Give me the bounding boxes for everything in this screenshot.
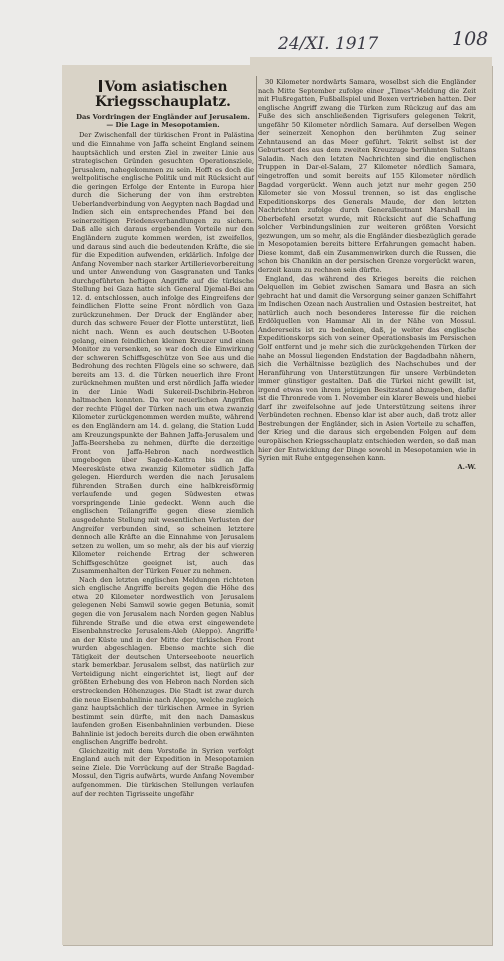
article-paragraph: 30 Kilometer nordwärts Samara, woselbst sich die Engländer nach Mitte September zufolge einer „Times“-Meldung die Zeit mit Flußregatten, Fußballspiel und Boxen vertrieben hatten. Der englische Angriff zwang die Türken zum Rückzug auf das am Fuße des sich anschließenden Tigrisufers gelegenen Tekrit, ungefähr 50 Kilometer nördlich Samara. Auf derselben Wegen der seinerzeit Xenophon den berühmten Zug seiner Zehntausend an das Meer geführt. Tekrit selbst ist der Geburtsort des aus dem zweiten Kreuzzuge berühmten Sultans Saladin. Nach den letzten Nachrichten sind die englischen Truppen in Dar-el-Salam, 27 Kilometer nördlich Samara, eingetroffen und somit bereits auf 155 Kilometer nördlich Bagdad vorgerückt. Wenn auch jetzt nur mehr gegen 250 Kilometer sie von Mossul trennen, so ist das englische Expeditionskorps des Generals Maude, der den letzten Nachrichten zufolge durch Generalleutnant Marshall im Oberbefehl ersetzt wurde, mit Rücksicht auf die Schaffung solcher Verbindungslinien zur weiteren größten Vorsicht gezwungen, um so mehr, als die Engländer diesbezüglich gerade in Mesopotamien bereits bittere Erfahrungen gemacht haben. Diese kommt, daß ein Zusammenwirken durch die Russen, die schon bis Chanikin an der persischen Grenze vorgerückt waren, derzeit kaum zu rechnen sein dürfte. [258,78,476,275]
article-paragraph: Gleichzeitig mit dem Vorstoße in Syrien verfolgt England auch mit der Expedition in Mesopotamien seine Ziele. Die Vorrückung auf der Straße Bagdad-Mossul, den Tigris aufwärts, wurde Anfang November aufgenommen. Die türkischen Stellungen verlaufen auf der rechten Tigrisseite ungefähr [72,746,254,798]
author-signature: A.-W. [457,462,476,471]
article-subheading: Das Vordringen der Engländer auf Jerusalem. — Die Lage in Mesopotamien. [76,113,250,130]
column-divider [256,76,257,631]
article-paragraph: Der Zwischenfall der türkischen Front in Palästina und die Einnahme von Jaffa scheint England seinem hauptsächlich und ersten Ziel in zweiter Linie aus strategischen Gründen gesuchten Operationsziele, Jerusalem, nahegekommen zu sein. Hofft es doch die weltpolitische englische Politik und mit Rücksicht auf die geringen Erfolge der Entente in Europa hier durch die Sicherung der von ihm erstrebten Ueberlandverbindung von Aegypten nach Bagdad und Indien sich ein entsprechendes Pfand bei den seinerzeitigen Friedensverhandlungen zu sichern. Daß alle sich daraus ergebenden Vorteile nur den Engländern zugute kommen werden, ist zweifellos, und daraus sind auch die bedeutenden Kräfte, die sie für die Expedition aufwenden, erklärlich. Infolge der Anfang November nach starker Artillerievorbereitung und unter Anwendung von Gasgranaten und Tanks durchgeführten heftigen Angriffe auf die türkische Stellung bei Gaza hatte sich General Djemal-Bei am 12. d. entschlossen, auch infolge des Eingreifens der feindlichen Flotte seine Front nördlich von Gaza zurückzunehmen. Der Druck der Engländer aber, durch das schwere Feuer der Flotte unterstützt, ließ nicht nach. Wenn es auch deutschen U-Booten gelang, einen feindlichen kleinen Kreuzer und einen Monitor zu versenken, so war doch die Einwirkung der schweren Schiffsgeschütze von See aus und die Bedrohung des rechten Flügels eine so schwere, daß bereits am 13. d. die Türken neuerlich ihre Front zurücknehmen mußten und erst nördlich Jaffa wieder in der Linie Wadi Sukereil-Dschibrin-Hebron haltmachen konnten. Da vor neuerlichen Angriffen der rechte Flügel der Türken nach um etwa zwanzig Kilometer zurückgenommen werden mußte, während es den Engländern am 14. d. gelang, die Station Ludd am Kreuzungspunkte der Bahnen Jaffa-Jerusalem und Jaffa-Beersheba zu nehmen, dürfte die derzeitige Front von Jaffa-Hebron nach nordwestlich umgebogen über Sagede-Kattra bis an die Meeresküste etwa zwanzig Kilometer südlich Jaffa gelegen. Hierdurch werden die nach Jerusalem führenden Straßen durch eine halbkreisförmig verlaufende und gegen Südwesten etwas vorspringende Linie gedeckt. Wenn auch die englischen Teilangriffe gegen diese ziemlich ausgedehnte Stellung mit wesentlichen Verlusten der Angreifer verbunden sind, so scheinen letztere dennoch alle Kräfte an die Einnahme von Jerusalem setzen zu wollen, um so mehr, als der bis auf vierzig Kilometer reichende Ertrag der schweren Schiffsgeschütze geeignet ist, auch das Zusammenhalten der Türken Feuer zu nehmen. [72,131,254,576]
handwritten-date: 24/XI. 1917 [278,34,379,54]
article-paragraph: England, das während des Krieges bereits die reichen Oelquellen im Gebiet zwischen Samara und Basra an sich gebracht hat und damit die Versorgung seiner ganzen Schiffahrt im Indischen Ozean nach Australien und Ostasien bestreitet, hat natürlich auch noch besonderes Interesse für die reichen Erdölquellen von Hammar Ali in der Nähe von Mossul. Andererseits ist zu bedenken, daß, je weiter das englische Expeditionskorps sich von seiner Operationsbasis im Persischen Golf entfernt und je mehr sich die zurückgehenden Türken der nahe an Mossul liegenden Endstation der Bagdadbahn nähern, sich die Verhältnisse bezüglich des Nachschubes und der Heranführung von Unterstützungen für unsere Verbündeten immer günstiger gestalten. Daß die Türkei nicht gewillt ist, irgend etwas von ihrem jetzigen Besitzstand abzugeben, dafür ist die Thronrede vom 1. November ein klarer Beweis und hiebei darf ihr zweifelsohne auf jede Unterstützung seitens ihrer Verbündeten rechnen. Ebenso klar ist aber auch, daß trotz aller Bestrebungen der Engländer, sich in Asien Vorteile zu schaffen, der Krieg und die daraus sich ergebenden Folgen auf dem europäischen Kriegsschauplatz entschieden werden, so daß man hier der Entwicklung der Dinge sowohl in Mesopotamien wie in Syrien mit Ruhe entgegensehen kann. [258,274,476,463]
headline-bar [99,80,102,92]
article-column-right [258,78,476,471]
article-column-left [72,78,254,798]
handwritten-page-number: 108 [452,28,489,50]
article-headline [72,80,254,110]
article-paragraph: Nach den letzten englischen Meldungen richteten sich englische Angriffe bereits gegen die Höhe des etwa 20 Kilometer nordwestlich von Jerusalem gelegenen Nebi Samwil sowie gegen Betunia, somit gegen die von Jerusalem nach Norden gegen Nablus führende Straße und die etwa erst eingewendete Eisenbahnstrecke Jerusalem-Aleb (Aleppo). Angriffe an der Küste und in der Mitte der türkischen Front wurden abgeschlagen. Ebenso machte sich die Tätigkeit der deutschen Unterseeboote neuerlich stark bemerkbar. Jerusalem selbst, das natürlich zur Verteidigung nicht eingerichtet ist, liegt auf der größten Erhebung des von Hebron nach Norden sich erstreckenden Höhenzuges. Die Stadt ist zwar durch die neue Eisenbahnlinie nach Aleppo, welche zugleich ganz hauptsächlich der türkischen Armee in Syrien bestimmt sein dürfte, mit den nach Damaskus laufenden großen Eisenbahnlinien verbunden. Diese Bahnlinie ist jedoch bereits durch die oben erwähnten englischen Angriffe bedroht. [72,575,255,747]
headline-text: Vom asiatischen Kriegsschauplatz. [95,79,231,110]
